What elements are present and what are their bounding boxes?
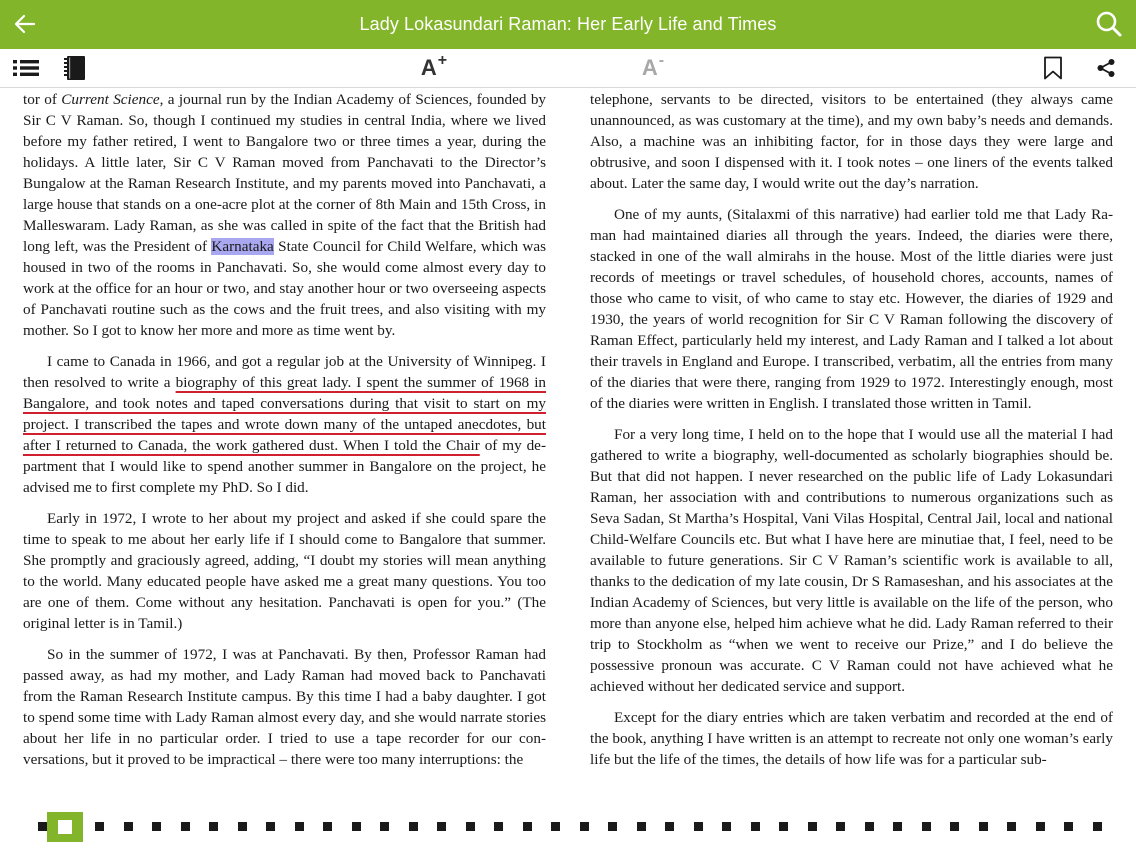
table-of-contents-button[interactable] <box>11 54 41 82</box>
paragraph: For a very long time, I held on to the hope that I would use all the material I had gathered to write a biography, well-documented as scholarly biographies should be. But that did not happen. I never researched on the public life of Lady Lokasundari Raman, her association with and contributions to numerous organizations such as Seva Sadan, St Martha’s Hospital, Vani Vilas Hospital, Central Jail, local and national Child-Welfare Councils etc. But what I have here are minutiae that, I feel, need to be available to future generations. Sir C V Raman’s scientific work is available to all, thanks to the dedication of my late cousin, Dr S Ramaseshan, and his associates at the Indian Academy of Sciences, but very little is available on the life of the person, who more than anyone else, helped him achieve what he did. Lady Raman referred to their trip to Stockholm as “when we went to receive our Prize,” and I do believe the possessive pronoun was accurate. C V Raman could not have achieved what he achieved without her dedicated service and support. <box>590 426 1113 695</box>
page-slider[interactable] <box>38 812 1102 842</box>
paragraph: Early in 1972, I wrote to her about my project and asked if she could spare the time to speak to me about her early life if I should come to Bangalore that summer. She promptly and graciously agreed, adding, “I doubt my stories will mean anything to the world. Many educated people have asked me a great many questions. You too are one of them. Come without any hesitation. Panchavati is open for you.” (The original letter is in Tamil.) <box>23 510 546 632</box>
highlighted-word[interactable]: Karnataka <box>211 238 274 255</box>
page-slider-tick <box>665 822 674 831</box>
page-slider-tick <box>551 822 560 831</box>
page-slider-tick <box>722 822 731 831</box>
page-slider-tick <box>1093 822 1102 831</box>
page-slider-tick <box>266 822 275 831</box>
page-slider-tick <box>950 822 959 831</box>
text-run: State Council for Child Welfare, which was housed in two of the rooms in Panchavati. So, she would come almost every day to work at the office for an hour or two, and stay another hour or two overseeing aspects of Panchavati routine such as the cows and the fruit trees, and also visiting with my mother. So I got to know her more and more as time went by. <box>23 238 546 339</box>
page-slider-tick <box>523 822 532 831</box>
page-slider-tick <box>922 822 931 831</box>
page-slider-tick <box>979 822 988 831</box>
share-icon <box>1096 58 1116 78</box>
page-slider-tick <box>466 822 475 831</box>
bookmark-icon <box>1043 56 1063 80</box>
page-slider-tick <box>694 822 703 831</box>
left-page[interactable] <box>23 89 546 797</box>
page-slider-tick <box>808 822 817 831</box>
increase-font-letter: A <box>420 55 437 80</box>
notebook-icon <box>63 55 87 81</box>
page-slider-thumb[interactable] <box>47 812 83 842</box>
share-button[interactable] <box>1095 54 1117 82</box>
page-slider-tick <box>437 822 446 831</box>
paragraph: One of my aunts, (Sitalaxmi of this narrative) had earlier told me that Lady Raman had maintained diaries all through the years. Indeed, the diaries were there, stacked in one of the wall almirahs in the house. Most of the little diaries were just records of meetings or travel schedules, of household chores, accounts, names of those who came to visit, of who came to stay etc. However, the diaries of 1929 and 1930, the years of world recognition for Sir C V Raman following the discovery of Raman Effect, particularly held my interest, and Lady Raman and I talked a lot about their travels in England and Europe. I transcribed, verbatim, all the entries from many of the diaries that were there, ranging from 1929 to 1972. Interestingly enough, most of the diaries were written in English. I translated those written in Tamil. <box>590 206 1113 412</box>
page-slider-tick <box>1007 822 1016 831</box>
page-slider-tick <box>637 822 646 831</box>
text-run: of my department that I would like to spend another summer in Bangalore on the project, he advised me to first complete my PhD. So I did. <box>23 437 546 496</box>
text-run: , a journal run by the Indian Academy of Sciences, founded by Sir C V Raman. So, though I continued my studies in central India, where we lived before my father retired, I went to Bangalore two or three times a year, during the holidays. A little later, Sir C V Raman moved from Panchavati to the Director’s Bungalow at the Raman Research Institute, and my parents moved into Panchavati, a large house that stands on a one-acre plot at the corner of 8th Main and 15th Cross, in Malleswaram. Lady Raman, as she was called in spite of the fact that the British had long left, was the President of <box>23 91 546 255</box>
page-slider-tick <box>893 822 902 831</box>
page-slider-tick <box>181 822 190 831</box>
bookmark-button[interactable] <box>1042 54 1064 82</box>
right-page[interactable] <box>590 89 1113 797</box>
page-slider-tick <box>751 822 760 831</box>
search-button[interactable] <box>1094 9 1124 39</box>
page-slider-tick <box>865 822 874 831</box>
page-slider-tick <box>836 822 845 831</box>
page-slider-tick <box>124 822 133 831</box>
page-slider-tick <box>1036 822 1045 831</box>
underlined-annotation[interactable]: biography of this great lady. I spent the summer of 1968 in Bangalore, and took notes and taped conversations during that visit to start on my project. I transcribed the tapes and wrote down many of the untaped anecdotes, but after I returned to Canada, the work gathered dust. When I told the Chair <box>23 374 546 454</box>
text-run: tor of <box>23 91 62 108</box>
page-slider-tick <box>209 822 218 831</box>
decrease-font-letter: A <box>641 55 658 80</box>
page-slider-tick <box>1064 822 1073 831</box>
search-icon <box>1095 10 1123 38</box>
page-slider-tick <box>352 822 361 831</box>
page-slider-tick <box>779 822 788 831</box>
journal-title: Current Science <box>61 91 160 108</box>
page-slider-tick <box>608 822 617 831</box>
text-run: I came to Canada in 1966, and got a regular job at the University of Winnipeg. I then resolved to write a <box>23 353 546 391</box>
page-slider-tick <box>238 822 247 831</box>
decrease-font-icon <box>641 52 665 81</box>
page-slider-tick <box>295 822 304 831</box>
paragraph: So in the summer of 1972, I was at Panchavati. By then, Professor Raman had passed away, as had my mother, and Lady Raman had moved back to Panchavati from the Raman Research Institute campus. By this time I had a baby daughter. I got to spend some time with Lady Raman almost every day, and she would narrate stories about her life in no particular order. I tried to use a tape recorder for our conversations, but it proved to be impractical – there were too many interruptions: the <box>23 646 546 768</box>
arrow-left-icon <box>13 12 37 36</box>
page-slider-thumb-inner <box>58 820 72 834</box>
page-slider-tick <box>323 822 332 831</box>
paragraph <box>23 89 546 341</box>
list-icon <box>12 58 40 78</box>
page-slider-tick <box>380 822 389 831</box>
page-slider-tick <box>580 822 589 831</box>
page-slider-tick <box>494 822 503 831</box>
page-slider-tick <box>409 822 418 831</box>
page-slider-tick <box>95 822 104 831</box>
title-bar <box>0 0 1136 49</box>
increase-font-sign: + <box>437 52 448 69</box>
increase-font-button[interactable] <box>417 54 451 82</box>
paragraph: telephone, servants to be directed, visitors to be entertained (they always came unannounced, as was customary at the time), and my own baby’s needs and demands. Also, a machine was an inhibiting factor, for in those days they were large and obtrusive, and soon I dispensed with it. I took notes – one liners of the events talked about. Later the same day, I would write out the day’s narration. <box>590 91 1113 192</box>
increase-font-icon <box>420 52 448 81</box>
page-slider-tick <box>38 822 47 831</box>
reader-toolbar <box>0 49 1136 88</box>
decrease-font-sign: - <box>658 52 665 69</box>
book-title: Lady Lokasundari Raman: Her Early Life and Times <box>359 14 777 34</box>
paragraph: Except for the diary entries which are taken verbatim and recorded at the end of the book, anything I have written is an attempt to recreate not only one woman’s early life but the life of the times, the details of how life was for a particular sub- <box>590 709 1113 768</box>
back-button[interactable] <box>10 9 40 39</box>
decrease-font-button[interactable] <box>637 54 669 82</box>
paragraph <box>23 351 546 498</box>
page-slider-tick <box>152 822 161 831</box>
notes-button[interactable] <box>62 54 88 82</box>
page-slider-track <box>38 822 1102 832</box>
